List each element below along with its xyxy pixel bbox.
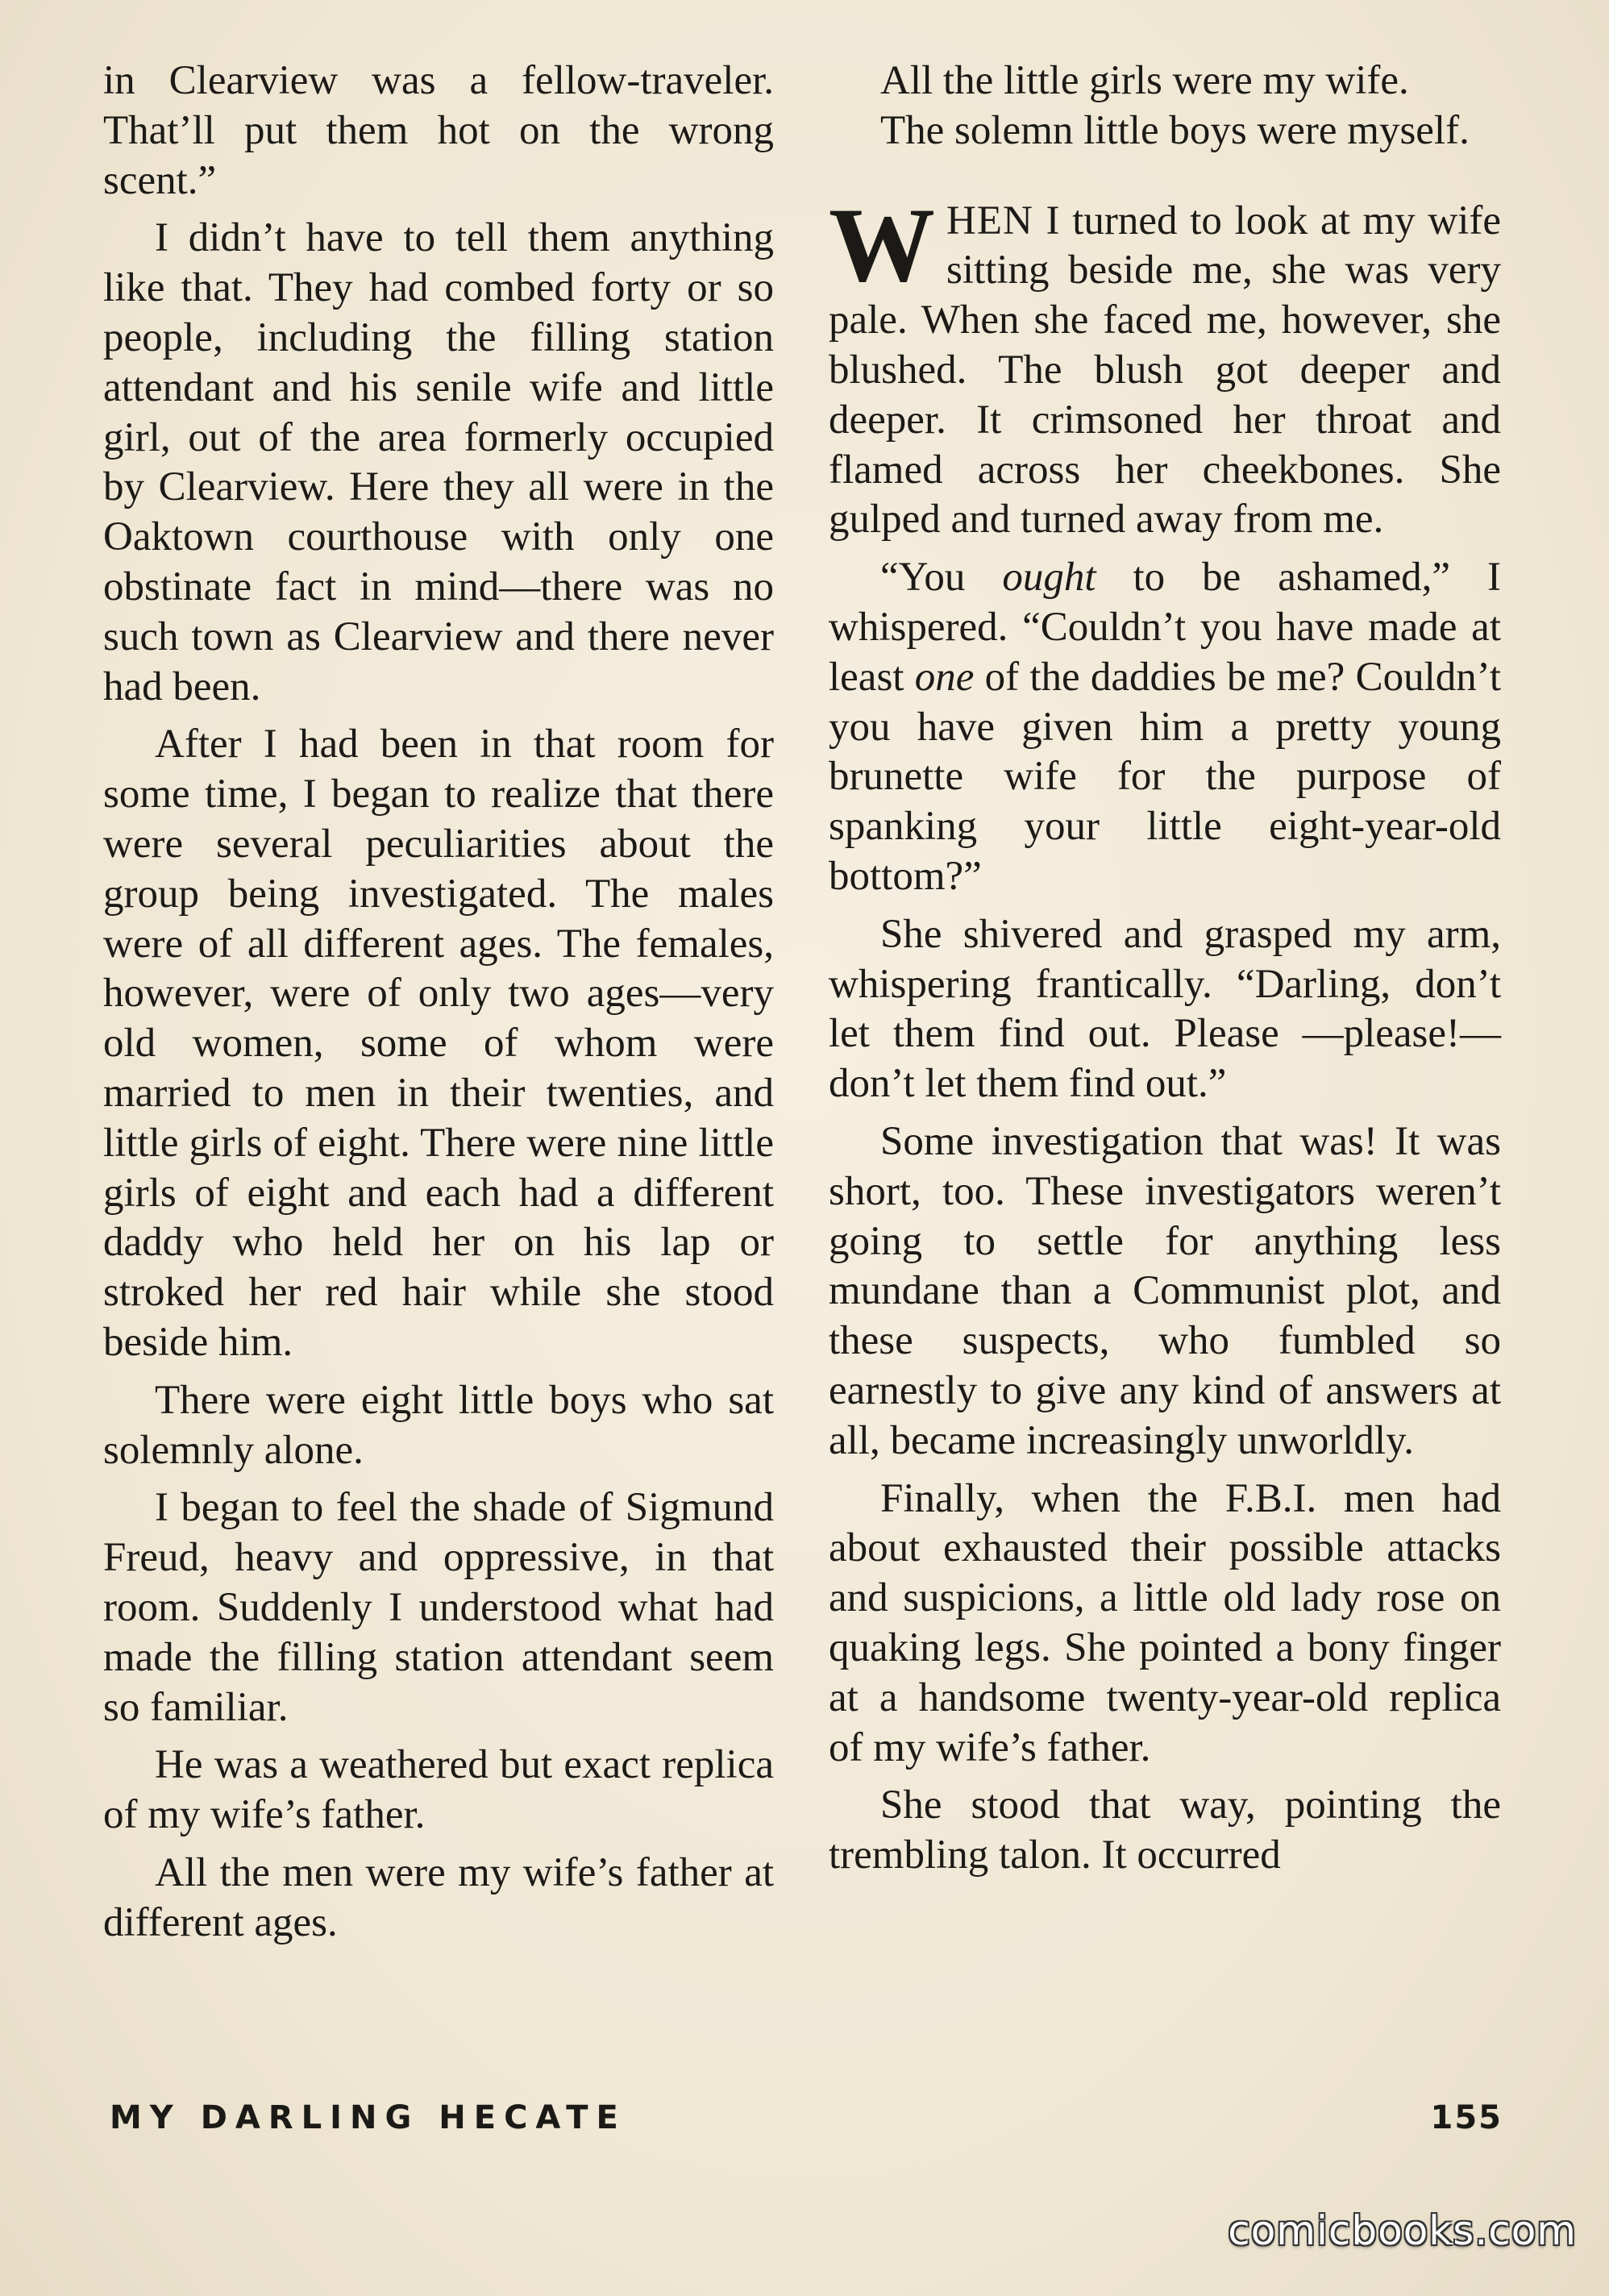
text-run: of the daddies be me? Couldn’t you have given him a pretty young brunette wife for the purpose of spanking your little eight-year-old bottom?” (829, 654, 1501, 899)
page-footer (110, 2099, 1503, 2148)
paragraph: All the little girls were my wife. (880, 58, 1409, 103)
paragraph (829, 553, 1501, 902)
italic-word: one (914, 654, 975, 700)
watermark-logo: comicbooks.com (1228, 2207, 1577, 2254)
section-opening-paragraph (829, 185, 1501, 546)
right-column (829, 56, 1501, 1881)
paragraph: There were eight little boys who sat solemnly alone. (103, 1377, 774, 1473)
paragraph: After I had been in that room for some time, I began to realize that there were several peculiarities about the group being investigated. The males were of all different ages. The females, however, were of only two ages—very old women, some of whom were married to men in their twenties, and little girls of eight. There were nine little girls of eight and each had a different daddy who held her on his lap or stroked her red hair while she stood beside him. (103, 722, 774, 1365)
running-title: MY DARLING HECATE (110, 2099, 626, 2136)
paragraph: Some investigation that was! It was short, too. These investigators weren’t going to settle for anything less mundane than a Communist plot, and these suspects, who fumbled so earnestly to give any kind of answers at all, became increasingly unworldly. (829, 1118, 1501, 1463)
paragraph: He was a weathered but exact replica of my wife’s father. (103, 1742, 774, 1838)
paragraph: She shivered and grasped my arm, whispering frantically. “Darling, don’t let them find out. Please —please!—don’t let them find out.” (829, 911, 1501, 1107)
paragraph: in Clearview was a fellow-traveler. That’ll put them hot on the wrong scent.” (103, 58, 774, 203)
paragraph: The solemn little boys were myself. (880, 107, 1470, 153)
drop-cap: W (829, 185, 935, 304)
lead-in-caps: HEN (946, 198, 1033, 243)
text-run: “You (880, 555, 1003, 601)
paragraph: All the men were my wife’s father at different ages. (103, 1849, 774, 1945)
left-column (103, 56, 774, 1948)
paragraph: I began to feel the shade of Sigmund Freud, heavy and oppressive, in that room. Suddenly I understood what had made the filling station attendant seem so familiar. (103, 1485, 774, 1730)
paragraph: I didn’t have to tell them anything like that. They had combed forty or so people, including the filling station attendant and his senile wife and little girl, out of the area formerly occupied by Clearview. Here they all were in the Oaktown courthouse with only one obstinate fact in mind—there was no such town as Clearview and there never had been. (103, 215, 774, 709)
page-number: 155 (1430, 2099, 1503, 2136)
paragraph: She stood that way, pointing the trembling talon. It occurred (829, 1782, 1501, 1878)
paragraph-text: I turned to look at my wife sitting beside me, she was very pale. When she faced me, however, she blushed. The blush got deeper and deeper. It crimsoned her throat and flamed across her cheekbones. She gulped and turned away from me. (829, 198, 1501, 543)
text-run: to be ashamed,” I whispered. “Couldn’t you have made at least (829, 555, 1501, 700)
paragraph: Finally, when the F.B.I. men had about exhausted their possible attacks and suspicions, a little old lady rose on quaking legs. She pointed a bony finger at a handsome twenty-year-old replica of my wife’s father. (829, 1475, 1501, 1770)
italic-word: ought (1002, 555, 1096, 601)
